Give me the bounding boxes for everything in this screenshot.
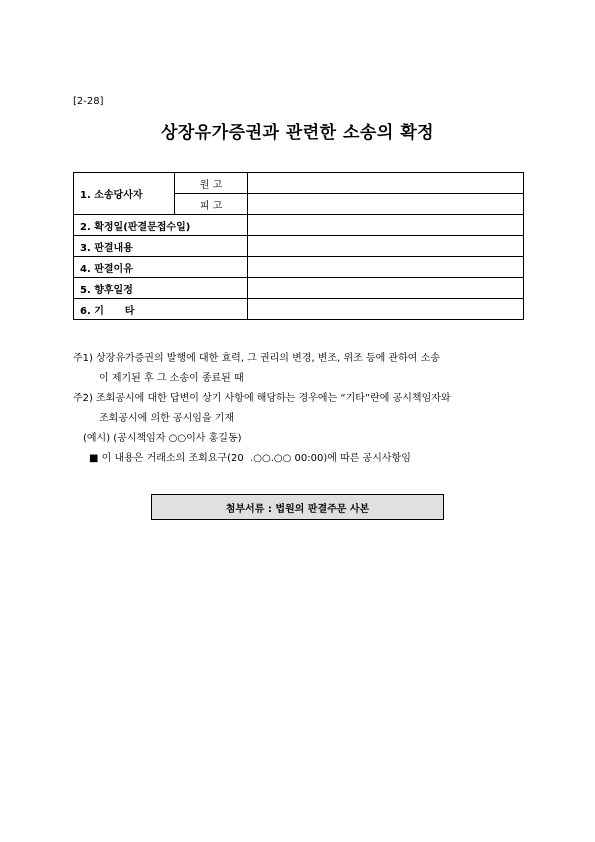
plaintiff-label: 원 고 [175,173,248,194]
judgment-content-label: 3. 판결내용 [74,236,248,257]
judgment-reason-value [248,257,524,278]
judgment-reason-label: 4. 판결이유 [74,257,248,278]
footnotes [73,349,533,469]
note-1-tag: 주1) [73,353,93,364]
table-row [74,278,524,299]
party-label: 1. 소송당사자 [74,173,175,215]
future-schedule-value [248,278,524,299]
other-value [248,299,524,320]
note-1-continuation: 이 제기된 후 그 소송이 종료된 때 [99,373,244,384]
note-example: (예시) (공시책임자 ○○이사 홍길동) [83,433,242,444]
table-row [74,299,524,320]
table-row [74,173,524,194]
note-2-text: 조회공시에 대한 답변이 상기 사항에 해당하는 경우에는 “기타”란에 공시책임자와 [96,393,451,404]
document-code: [2-28] [73,96,104,107]
note-2 [73,389,533,409]
document-title: 상장유가증권과 관련한 소송의 확정 [160,123,435,143]
note-2-continuation: 조회공시에 의한 공시임을 기재 [99,413,235,424]
defendant-value [248,194,524,215]
confirmation-date-label: 2. 확정일(판결문접수일) [74,215,248,236]
disclosure-table [73,172,524,320]
future-schedule-label: 5. 향후일정 [74,278,248,299]
note-bullet: ■ 이 내용은 거래소의 조회요구(20 .○○.○○ 00:00)에 따른 공시사항임 [89,453,411,464]
table-row [74,257,524,278]
plaintiff-value [248,173,524,194]
judgment-content-value [248,236,524,257]
attachment-box: 첨부서류 : 법원의 판결주문 사본 [151,494,444,520]
other-label: 6. 기 타 [74,299,248,320]
note-1 [73,349,533,369]
table-row [74,236,524,257]
defendant-label: 피 고 [175,194,248,215]
note-2-tag: 주2) [73,393,93,404]
confirmation-date-value [248,215,524,236]
note-1-text: 상장유가증권의 발행에 대한 효력, 그 권리의 변경, 변조, 위조 등에 관하여 소송 [96,353,440,364]
table-row [74,215,524,236]
